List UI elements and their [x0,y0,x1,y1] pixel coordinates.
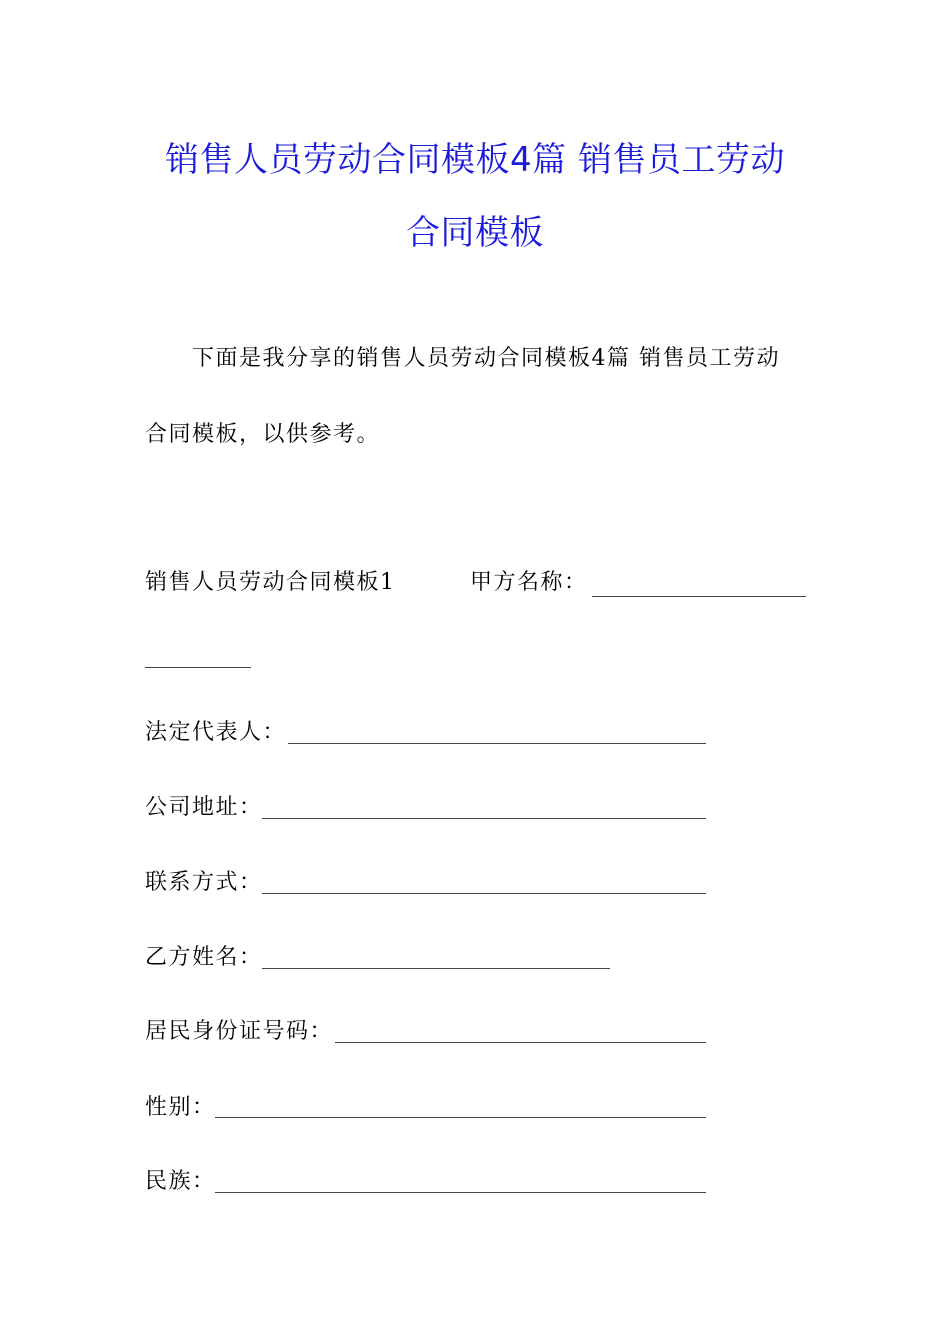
ethnicity-blank [215,1192,706,1193]
document-title-line2: 合同模板 [406,213,544,253]
document-title-line1: 销售人员劳动合同模板4篇 销售员工劳动 [165,140,785,180]
gender-label: 性别： [145,1095,216,1120]
company-address-blank [262,818,706,819]
legal-rep-label: 法定代表人： [145,720,287,745]
contact-blank [262,893,706,894]
id-number-label: 居民身份证号码： [145,1019,334,1044]
party-a-name-label: 甲方名称： [470,570,588,595]
party-a-name-blank [592,596,806,597]
section-heading: 销售人员劳动合同模板1 [145,570,396,595]
id-number-blank [335,1042,706,1043]
ethnicity-label: 民族： [145,1169,216,1194]
party-a-name-blank-continued [145,667,251,668]
company-address-label: 公司地址： [145,795,263,820]
legal-rep-blank [288,743,706,744]
gender-blank [215,1117,706,1118]
intro-paragraph-line2: 合同模板，以供参考。 [145,422,381,447]
contact-label: 联系方式： [145,870,263,895]
party-b-name-label: 乙方姓名： [145,945,263,970]
intro-paragraph-line1: 下面是我分享的销售人员劳动合同模板4篇 销售员工劳动 [192,346,780,371]
party-b-name-blank [262,968,610,969]
